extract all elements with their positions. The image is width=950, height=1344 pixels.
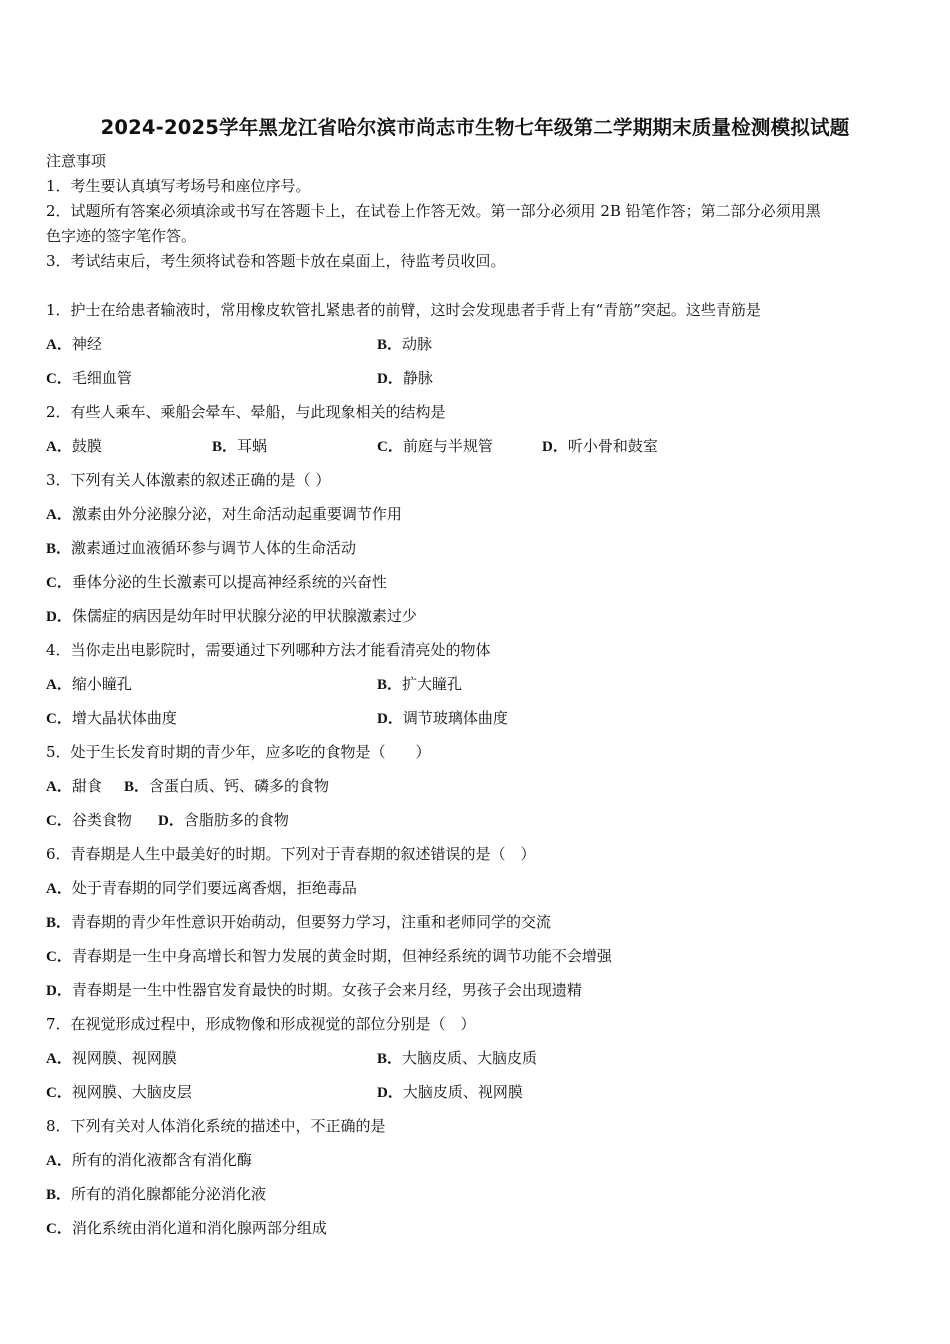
option-a: A．神经 (46, 335, 102, 353)
option-a: A．甜食 (46, 777, 102, 795)
option-b: B．大脑皮质、大脑皮质 (377, 1049, 538, 1067)
option-d: D．大脑皮质、视网膜 (377, 1083, 523, 1101)
notice-item: 色字迹的签字笔作答。 (46, 227, 197, 245)
notice-item: 3．考试结束后，考生须将试卷和答题卡放在桌面上，待监考员收回。 (46, 252, 506, 270)
option-a: A．鼓膜 (46, 437, 102, 455)
option-a: A．所有的消化液都含有消化酶 (46, 1151, 252, 1169)
option-d: D．听小骨和鼓室 (542, 437, 658, 455)
option-b: B．扩大瞳孔 (377, 675, 463, 693)
option-d: D．静脉 (377, 369, 433, 387)
notice-item: 2．试题所有答案必须填涂或书写在答题卡上，在试卷上作答无效。第一部分必须用 2B 铅笔作答；第二部分必须用黑 (46, 202, 821, 220)
option-c: C．前庭与半规管 (377, 437, 493, 455)
question-stem: 5．处于生长发育时期的青少年，应多吃的食物是（ ） (46, 743, 431, 761)
option-a: A．处于青春期的同学们要远离香烟，拒绝毒品 (46, 879, 357, 897)
option-d: D．侏儒症的病因是幼年时甲状腺分泌的甲状腺激素过少 (46, 607, 417, 625)
page-title: 2024-2025学年黑龙江省哈尔滨市尚志市生物七年级第二学期期末质量检测模拟试题 (100, 116, 850, 139)
option-b: B．耳蜗 (212, 437, 268, 455)
option-c: C．增大晶状体曲度 (46, 709, 177, 727)
option-d: D．含脂肪多的食物 (158, 811, 289, 829)
question-stem: 2．有些人乘车、乘船会晕车、晕船，与此现象相关的结构是 (46, 403, 446, 421)
option-a: A．视网膜、视网膜 (46, 1049, 177, 1067)
question-stem: 8．下列有关对人体消化系统的描述中，不正确的是 (46, 1117, 386, 1135)
option-c: C．谷类食物 (46, 811, 132, 829)
option-a: A．激素由外分泌腺分泌，对生命活动起重要调节作用 (46, 505, 402, 523)
question-stem: 1．护士在给患者输液时，常用橡皮软管扎紧患者的前臂，这时会发现患者手背上有“青筋”突起。这些青筋是 (46, 301, 761, 319)
question-stem: 4．当你走出电影院时，需要通过下列哪种方法才能看清亮处的物体 (46, 641, 491, 659)
option-d: D．调节玻璃体曲度 (377, 709, 508, 727)
option-d: D．青春期是一生中性器官发育最快的时期。女孩子会来月经，男孩子会出现遗精 (46, 981, 582, 999)
option-c: C．消化系统由消化道和消化腺两部分组成 (46, 1219, 327, 1237)
option-b: B．所有的消化腺都能分泌消化液 (46, 1185, 267, 1203)
option-a: A．缩小瞳孔 (46, 675, 132, 693)
option-c: C．垂体分泌的生长激素可以提高神经系统的兴奋性 (46, 573, 387, 591)
option-c: C．视网膜、大脑皮层 (46, 1083, 192, 1101)
option-b: B．含蛋白质、钙、磷多的食物 (124, 777, 330, 795)
option-c: C．毛细血管 (46, 369, 132, 387)
option-b: B．动脉 (377, 335, 433, 353)
notice-heading: 注意事项 (46, 152, 107, 170)
option-c: C．青春期是一生中身高增长和智力发展的黄金时期，但神经系统的调节功能不会增强 (46, 947, 612, 965)
question-stem: 3．下列有关人体激素的叙述正确的是（ ） (46, 471, 331, 489)
question-stem: 7．在视觉形成过程中，形成物像和形成视觉的部位分别是（ ） (46, 1015, 476, 1033)
question-stem: 6．青春期是人生中最美好的时期。下列对于青春期的叙述错误的是（ ） (46, 845, 536, 863)
option-b: B．青春期的青少年性意识开始萌动，但要努力学习，注重和老师同学的交流 (46, 913, 552, 931)
notice-item: 1．考生要认真填写考场号和座位序号。 (46, 177, 311, 195)
option-b: B．激素通过血液循环参与调节人体的生命活动 (46, 539, 357, 557)
